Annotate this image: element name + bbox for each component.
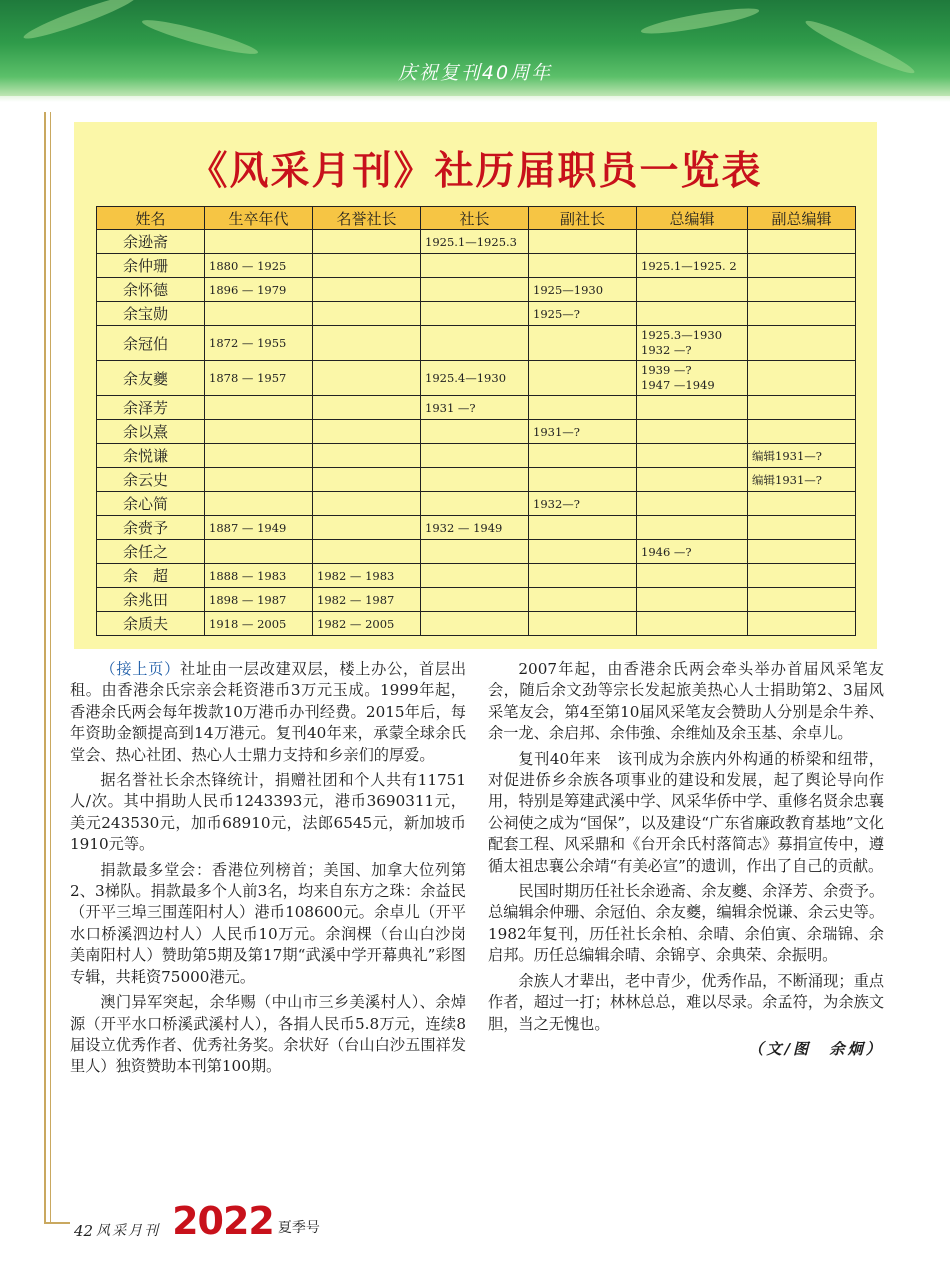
staff-name-cell: 余心简 <box>97 492 205 516</box>
table-cell <box>637 492 748 516</box>
table-cell <box>748 588 856 612</box>
table-cell <box>637 302 748 326</box>
table-cell <box>748 396 856 420</box>
bamboo-leaf-decoration <box>21 0 139 44</box>
table-row <box>97 230 856 254</box>
table-cell: 1872 — 1955 <box>205 326 313 361</box>
article-paragraph: 民国时期历任社长余逊斋、余友夔、余泽芳、余赍予。总编辑余仲珊、余冠伯、余友夔，编辑余悦谦、余云史等。1982年复刊，历任社长余柏、余晴、余伯寅、余瑞锦、余启邦。历任总编辑余晴、余锦亨、余典荣、余振明。 <box>488 882 884 965</box>
table-cell <box>748 612 856 636</box>
roster-panel <box>74 122 877 649</box>
banner-fade <box>0 96 950 102</box>
table-cell <box>421 540 529 564</box>
table-cell <box>421 326 529 361</box>
table-cell: 编辑1931—? <box>748 444 856 468</box>
table-cell <box>748 230 856 254</box>
cell-line: 1947 —1949 <box>641 378 715 392</box>
staff-name-cell: 余友夔 <box>97 361 205 396</box>
bamboo-leaf-decoration <box>140 15 260 60</box>
table-cell: 1925—? <box>529 302 637 326</box>
left-border-rule-inner <box>50 112 51 1224</box>
table-cell <box>313 492 421 516</box>
table-cell <box>313 278 421 302</box>
header-banner <box>0 0 950 96</box>
table-cell <box>637 588 748 612</box>
table-cell <box>205 468 313 492</box>
table-row <box>97 540 856 564</box>
table-cell <box>637 444 748 468</box>
table-cell: 1925.1—1925.3 <box>421 230 529 254</box>
table-cell <box>637 396 748 420</box>
table-cell: 1931 —? <box>421 396 529 420</box>
table-cell <box>529 326 637 361</box>
cell-line: 1925.3—1930 <box>641 328 723 342</box>
table-cell: 1931—? <box>529 420 637 444</box>
table-cell <box>637 326 748 361</box>
table-cell <box>313 361 421 396</box>
table-cell <box>748 492 856 516</box>
staff-name-cell: 余泽芳 <box>97 396 205 420</box>
column-header: 副总编辑 <box>748 207 856 230</box>
bottom-border-rule <box>44 1222 70 1224</box>
table-cell <box>529 540 637 564</box>
table-row <box>97 492 856 516</box>
table-cell <box>205 302 313 326</box>
table-cell <box>529 444 637 468</box>
table-cell <box>748 254 856 278</box>
page-footer <box>74 1199 320 1243</box>
table-cell: 1925.1—1925. 2 <box>637 254 748 278</box>
table-cell <box>637 361 748 396</box>
column-header: 副社长 <box>529 207 637 230</box>
column-header: 生卒年代 <box>205 207 313 230</box>
table-cell <box>205 444 313 468</box>
article-paragraph: 复刊40年来 该刊成为余族内外构通的桥梁和纽带，对促进侨乡余族各项事业的建设和发展，起了舆论导向作用，特别是筹建武溪中学、风采华侨中学、重修名贤余忠襄公祠使之成为“国保”，以及建设“广东省廉政教育基地”文化配套工程、风采鼎和《台开余氏村落简志》募捐宣传中，遵循太祖忠襄公余靖“有美必宣”的遗训，作出了自己的贡献。 <box>488 749 884 875</box>
table-row <box>97 516 856 540</box>
table-row <box>97 302 856 326</box>
table-cell <box>637 278 748 302</box>
staff-name-cell: 余兆田 <box>97 588 205 612</box>
table-cell: 1887 — 1949 <box>205 516 313 540</box>
table-cell <box>313 254 421 278</box>
table-cell: 1878 — 1957 <box>205 361 313 396</box>
table-cell: 1925.4—1930 <box>421 361 529 396</box>
table-cell <box>421 302 529 326</box>
staff-name-cell: 余冠伯 <box>97 326 205 361</box>
author-byline: （文/图 余炯） <box>748 1039 884 1058</box>
article-left-column <box>70 659 466 1082</box>
table-cell: 1982 — 1983 <box>313 564 421 588</box>
column-header: 社长 <box>421 207 529 230</box>
table-cell: 1946 —? <box>637 540 748 564</box>
table-row <box>97 444 856 468</box>
table-cell <box>637 564 748 588</box>
table-title: 《风采月刊》社历届职员一览表 <box>188 148 763 194</box>
table-cell <box>637 230 748 254</box>
staff-name-cell: 余云史 <box>97 468 205 492</box>
table-cell <box>421 420 529 444</box>
table-cell <box>529 612 637 636</box>
table-cell <box>529 254 637 278</box>
article-paragraph: 捐款最多堂会：香港位列榜首；美国、加拿大位列第2、3梯队。捐款最多个人前3名，均来自东方之珠：余益民（开平三埠三围莲阳村人）港币108600元。余卓儿（开平水口桥溪泗边村人）人民币10万元。余润棵（台山白沙岗美南阳村人）赞助第5期及第17期“武溪中学开幕典礼”彩图专辑，共耗资75000港元。 <box>70 860 466 986</box>
table-cell <box>529 588 637 612</box>
table-row <box>97 326 856 361</box>
table-cell: 1925—1930 <box>529 278 637 302</box>
table-cell <box>637 468 748 492</box>
table-cell <box>748 564 856 588</box>
table-cell <box>529 230 637 254</box>
table-cell <box>529 516 637 540</box>
table-row <box>97 420 856 444</box>
article-paragraph: 澳门异军突起，余华赐（中山市三乡美溪村人）、余焯源（开平水口桥溪武溪村人），各捐人民币5.8万元，连续8届设立优秀作者、优秀社务奖。余状好（台山白沙五围祥发里人）独资赞助本刊第100期。 <box>70 993 466 1076</box>
staff-name-cell: 余逊斋 <box>97 230 205 254</box>
staff-name-cell: 余宝勋 <box>97 302 205 326</box>
table-cell <box>205 540 313 564</box>
table-cell <box>313 444 421 468</box>
table-cell <box>313 396 421 420</box>
table-cell <box>205 396 313 420</box>
table-cell <box>313 468 421 492</box>
table-row <box>97 396 856 420</box>
column-header: 名誉社长 <box>313 207 421 230</box>
staff-name-cell: 余悦谦 <box>97 444 205 468</box>
article-right-column <box>488 659 884 1060</box>
table-cell: 1918 — 2005 <box>205 612 313 636</box>
table-cell <box>205 492 313 516</box>
table-cell: 1982 — 1987 <box>313 588 421 612</box>
table-cell: 1888 — 1983 <box>205 564 313 588</box>
table-cell <box>421 468 529 492</box>
table-cell <box>421 254 529 278</box>
table-cell <box>748 361 856 396</box>
bamboo-leaf-decoration <box>640 4 761 39</box>
table-cell: 编辑1931—? <box>748 468 856 492</box>
table-row <box>97 361 856 396</box>
table-row <box>97 612 856 636</box>
table-cell: 1982 — 2005 <box>313 612 421 636</box>
staff-name-cell: 余仲珊 <box>97 254 205 278</box>
table-cell: 1880 — 1925 <box>205 254 313 278</box>
paragraph-text: 社址由一层改建双层，楼上办公，首层出租。由香港余氏宗亲会耗资港币3万元玉成。1999年起，香港余氏两会每年拨款10万港币办刊经费。2015年后，每年资助金额提高到14万港元。复刊40年来，承蒙全球余氏堂会、热心社团、热心人士鼎力支持和乡亲们的厚爱。 <box>70 660 467 764</box>
table-cell <box>748 420 856 444</box>
table-cell <box>529 468 637 492</box>
issue-year: 2022 <box>172 1199 274 1243</box>
staff-name-cell: 余怀德 <box>97 278 205 302</box>
staff-name-cell: 余以熹 <box>97 420 205 444</box>
table-header-row <box>97 207 856 230</box>
table-row <box>97 588 856 612</box>
table-cell <box>205 230 313 254</box>
table-cell <box>421 492 529 516</box>
article-paragraph <box>70 659 466 766</box>
table-cell <box>313 230 421 254</box>
table-cell <box>421 612 529 636</box>
table-cell <box>748 278 856 302</box>
table-cell <box>313 326 421 361</box>
page-number: 42 <box>74 1222 94 1240</box>
table-cell <box>529 361 637 396</box>
staff-roster-table <box>96 206 856 636</box>
table-cell <box>637 516 748 540</box>
table-cell <box>421 564 529 588</box>
table-cell <box>313 516 421 540</box>
cell-line: 1932 —? <box>641 343 692 357</box>
column-header: 总编辑 <box>637 207 748 230</box>
table-cell <box>637 420 748 444</box>
magazine-name: 风采月刊 <box>96 1223 161 1239</box>
table-cell <box>529 396 637 420</box>
banner-title: 庆祝复刊40周年 <box>397 62 553 84</box>
table-cell <box>313 302 421 326</box>
staff-name-cell: 余任之 <box>97 540 205 564</box>
article-paragraph: 据名誉社长余杰锋统计，捐赠社团和个人共有11751人/次。其中捐助人民币1243393元，港币3690311元，美元243530元，加币68910元，法郎6545元，新加坡币1910元等。 <box>70 771 466 854</box>
table-cell <box>421 588 529 612</box>
issue-season: 夏季号 <box>277 1220 320 1236</box>
cell-line: 1939 —? <box>641 363 692 377</box>
left-border-rule <box>44 112 46 1224</box>
table-cell: 1932—? <box>529 492 637 516</box>
column-header: 姓名 <box>97 207 205 230</box>
table-cell <box>748 540 856 564</box>
staff-name-cell: 余质夫 <box>97 612 205 636</box>
table-cell <box>421 278 529 302</box>
table-cell <box>421 444 529 468</box>
table-cell <box>748 302 856 326</box>
table-cell: 1898 — 1987 <box>205 588 313 612</box>
continued-label: （接上页） <box>100 660 181 678</box>
table-cell <box>205 420 313 444</box>
table-cell <box>313 420 421 444</box>
table-cell <box>637 612 748 636</box>
staff-name-cell: 余赍予 <box>97 516 205 540</box>
table-row <box>97 468 856 492</box>
table-row <box>97 278 856 302</box>
article-paragraph: 2007年起，由香港余氏两会牵头举办首届风采笔友会，随后余文劲等宗长发起旅美热心人士捐助第2、3届风采笔友会，第4至第10届风采笔友会赞助人分别是余牛养、余一龙、余启邦、余伟強、余维灿及余玉基、余卓儿。 <box>488 660 884 743</box>
staff-name-cell: 余 超 <box>97 564 205 588</box>
table-cell: 1896 — 1979 <box>205 278 313 302</box>
table-row <box>97 254 856 278</box>
table-cell <box>748 326 856 361</box>
table-cell <box>748 516 856 540</box>
table-cell: 1932 — 1949 <box>421 516 529 540</box>
table-cell <box>313 540 421 564</box>
article-paragraph: 余族人才辈出，老中青少，优秀作品，不断涌现；重点作者，超过一打；林林总总，难以尽录。余孟符，为余族文胆，当之无愧也。 <box>488 971 884 1033</box>
table-cell <box>529 564 637 588</box>
table-row <box>97 564 856 588</box>
